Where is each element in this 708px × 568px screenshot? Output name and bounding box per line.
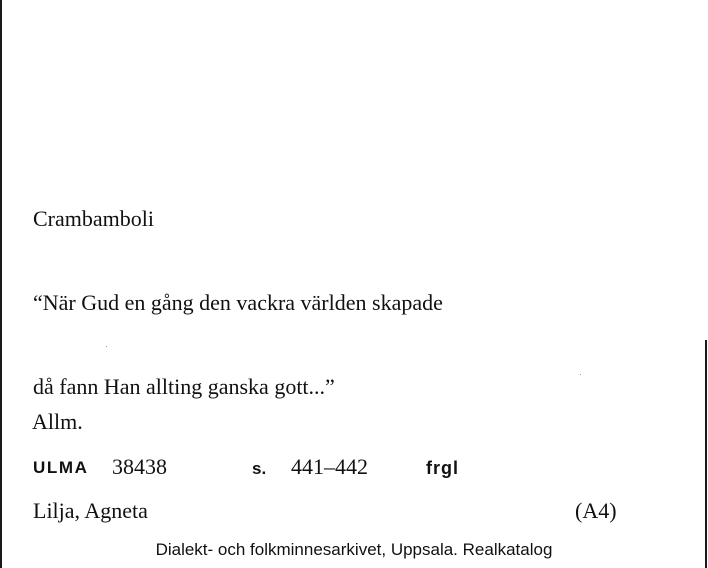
page-range: 441–442 <box>291 454 368 479</box>
paper-speck <box>106 346 107 347</box>
paper-speck <box>580 374 581 375</box>
card-right-edge <box>705 340 707 568</box>
author-name: Lilja, Agneta <box>33 498 148 523</box>
card-body-text <box>33 149 443 457</box>
archive-label: ULMA <box>33 458 89 477</box>
record-number: 38438 <box>112 454 167 479</box>
category-label: Allm. <box>32 409 83 434</box>
title-line: Crambamboli <box>33 206 154 231</box>
archive-footer: Dialekt- och folkminnesarkivet, Uppsala. Realkatalog <box>155 540 553 559</box>
page-label: s. <box>252 459 267 478</box>
quote-line-1: “När Gud en gång den vackra världen skapade <box>33 290 443 315</box>
quote-line-2: då fann Han allting ganska gott...” <box>33 374 335 399</box>
language-code: frgl <box>426 458 459 478</box>
card-left-edge <box>0 0 2 568</box>
format-code: (A4) <box>575 498 617 523</box>
